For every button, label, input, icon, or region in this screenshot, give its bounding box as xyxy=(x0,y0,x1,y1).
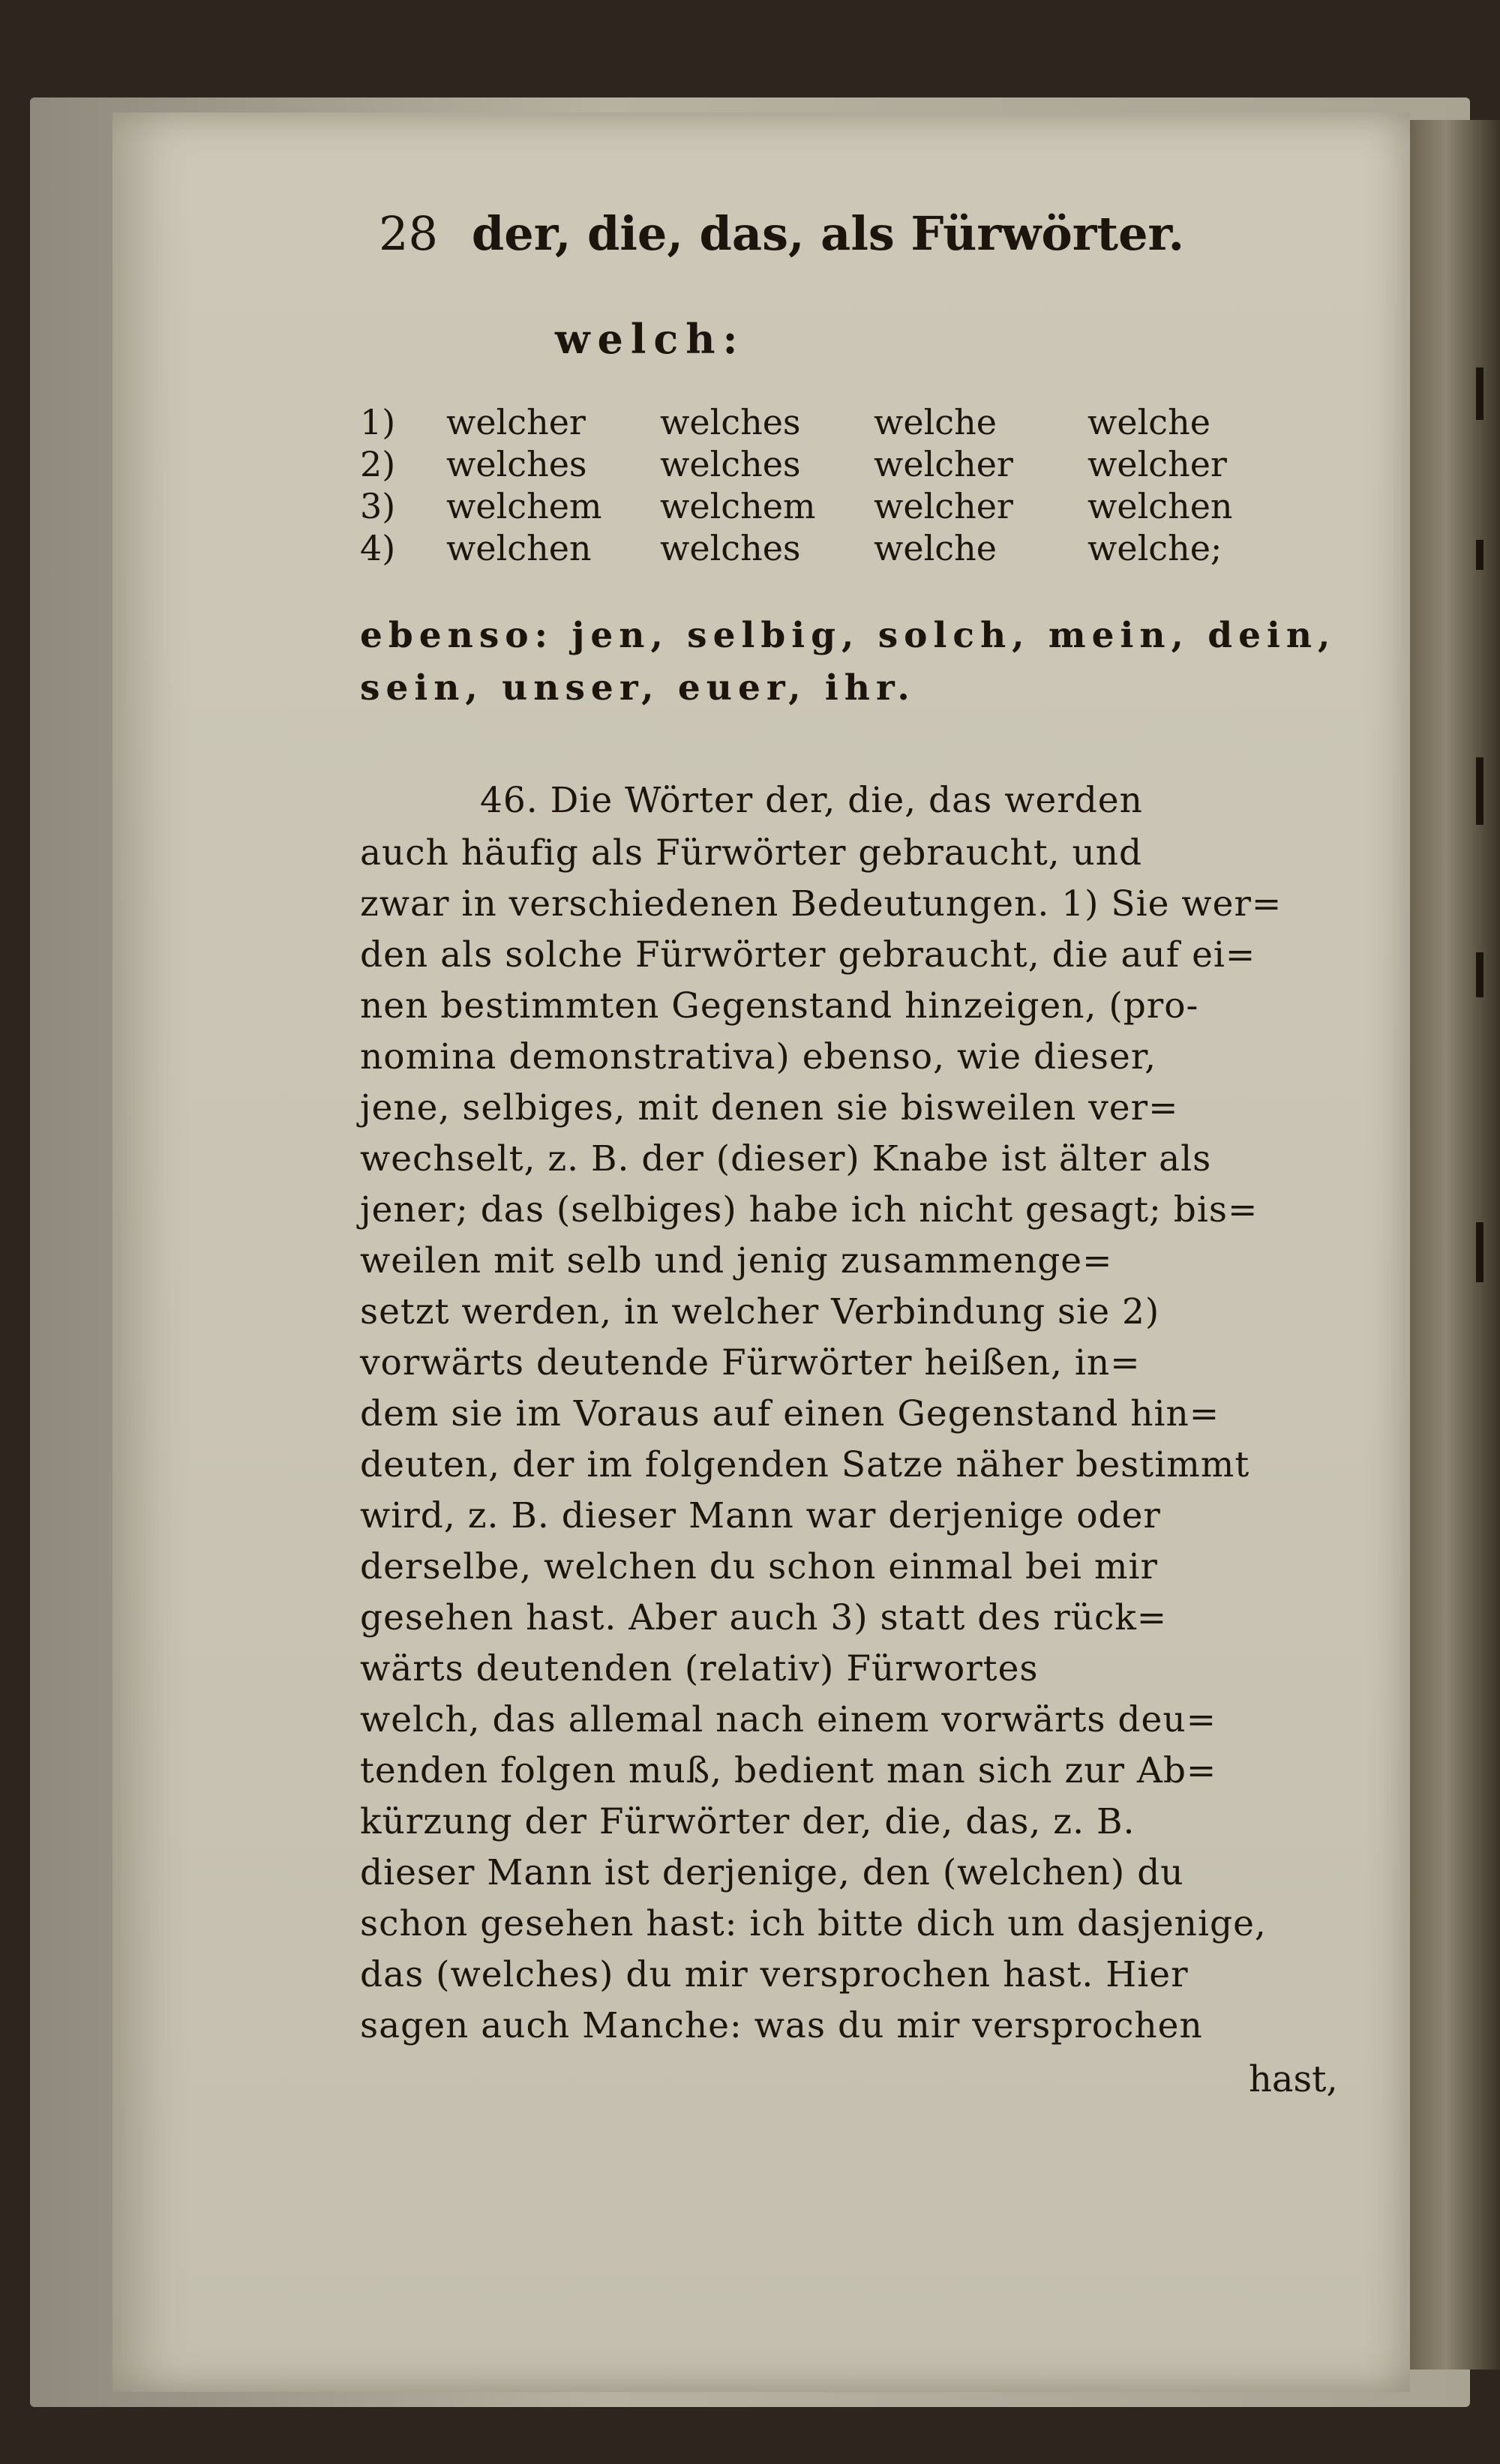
table-cell: welches xyxy=(660,444,801,484)
ebenso-line: sein, unser, euer, ihr. xyxy=(360,667,916,709)
running-header xyxy=(379,206,1184,261)
edge-mark xyxy=(1476,757,1484,825)
edge-mark xyxy=(1476,952,1484,997)
paragraph-line: zwar in verschiedenen Bedeutungen. 1) Sie wer= xyxy=(360,883,1282,925)
paragraph-line: das (welches) du mir versprochen hast. Hier xyxy=(360,1954,1189,1995)
paragraph-line: vorwärts deutende Fürwörter heißen, in= xyxy=(360,1342,1141,1383)
paragraph-line: wechselt, z. B. der (dieser) Knabe ist älter als xyxy=(360,1138,1212,1180)
table-cell: welche xyxy=(1088,402,1210,442)
paragraph-line: schon gesehen hast: ich bitte dich um dasjenige, xyxy=(360,1903,1267,1944)
table-cell: welche xyxy=(874,528,997,568)
paragraph-line: sagen auch Manche: was du mir versprochen xyxy=(360,2005,1203,2046)
book-right-edge xyxy=(1410,120,1500,2370)
paragraph-line: jener; das (selbiges) habe ich nicht gesagt; bis= xyxy=(360,1189,1258,1231)
row-number: 4) xyxy=(360,528,396,568)
page-number: 28 xyxy=(379,206,438,261)
table-cell: welchem xyxy=(660,486,816,526)
paragraph-line: welch, das allemal nach einem vorwärts deu= xyxy=(360,1699,1216,1740)
paragraph-line: den als solche Fürwörter gebraucht, die auf ei= xyxy=(360,934,1256,976)
table-cell: welches xyxy=(660,528,801,568)
table-row xyxy=(360,485,1301,527)
row-number: 1) xyxy=(360,402,396,442)
table-row xyxy=(360,527,1301,569)
paragraph-line: nen bestimmten Gegenstand hinzeigen, (pro- xyxy=(360,985,1199,1027)
table-cell: welcher xyxy=(874,444,1013,484)
paragraph-line: 46. Die Wörter der, die, das werden xyxy=(480,780,1143,821)
declension-table xyxy=(360,401,1301,569)
paragraph-line: dem sie im Voraus auf einen Gegenstand hin= xyxy=(360,1393,1220,1434)
paragraph-line: weilen mit selb und jenig zusammenge= xyxy=(360,1240,1113,1281)
row-number: 2) xyxy=(360,444,396,484)
edge-mark xyxy=(1476,540,1484,570)
table-cell: welcher xyxy=(1088,444,1227,484)
edge-mark xyxy=(1476,1222,1484,1282)
paragraph-line: wird, z. B. dieser Mann war derjenige oder xyxy=(360,1495,1161,1536)
paragraph-line: auch häufig als Fürwörter gebraucht, und xyxy=(360,832,1143,874)
table-cell: welches xyxy=(446,444,587,484)
paragraph-line: deuten, der im folgenden Satze näher bestimmt xyxy=(360,1444,1250,1485)
table-cell: welche xyxy=(874,402,997,442)
table-row xyxy=(360,401,1301,443)
paragraph-line: nomina demonstrativa) ebenso, wie dieser, xyxy=(360,1036,1157,1078)
paragraph-line: jene, selbiges, mit denen sie bisweilen ver= xyxy=(360,1087,1179,1129)
paragraph-line: dieser Mann ist derjenige, den (welchen) du xyxy=(360,1852,1184,1893)
edge-mark xyxy=(1476,367,1484,420)
paragraph-line: setzt werden, in welcher Verbindung sie 2) xyxy=(360,1291,1160,1332)
subheading: welch: xyxy=(555,315,746,363)
table-cell: welche; xyxy=(1088,528,1222,568)
table-cell: welchen xyxy=(1088,486,1233,526)
table-cell: welches xyxy=(660,402,801,442)
table-cell: welcher xyxy=(874,486,1013,526)
paragraph-line: wärts deutenden (relativ) Fürwortes xyxy=(360,1648,1039,1689)
row-number: 3) xyxy=(360,486,396,526)
header-title: der, die, das, als Fürwörter. xyxy=(471,206,1185,261)
table-cell: welcher xyxy=(446,402,586,442)
catchword: hast, xyxy=(1249,2058,1338,2100)
paragraph-line: derselbe, welchen du schon einmal bei mir xyxy=(360,1546,1158,1587)
table-cell: welchen xyxy=(446,528,592,568)
table-cell: welchem xyxy=(446,486,602,526)
ebenso-line: ebenso: jen, selbig, solch, mein, dein, xyxy=(360,615,1336,656)
table-row xyxy=(360,443,1301,485)
paragraph-line: gesehen hast. Aber auch 3) statt des rück= xyxy=(360,1597,1168,1638)
paragraph-line: tenden folgen muß, bedient man sich zur Ab= xyxy=(360,1750,1217,1791)
paragraph-line: kürzung der Fürwörter der, die, das, z. B. xyxy=(360,1801,1136,1842)
